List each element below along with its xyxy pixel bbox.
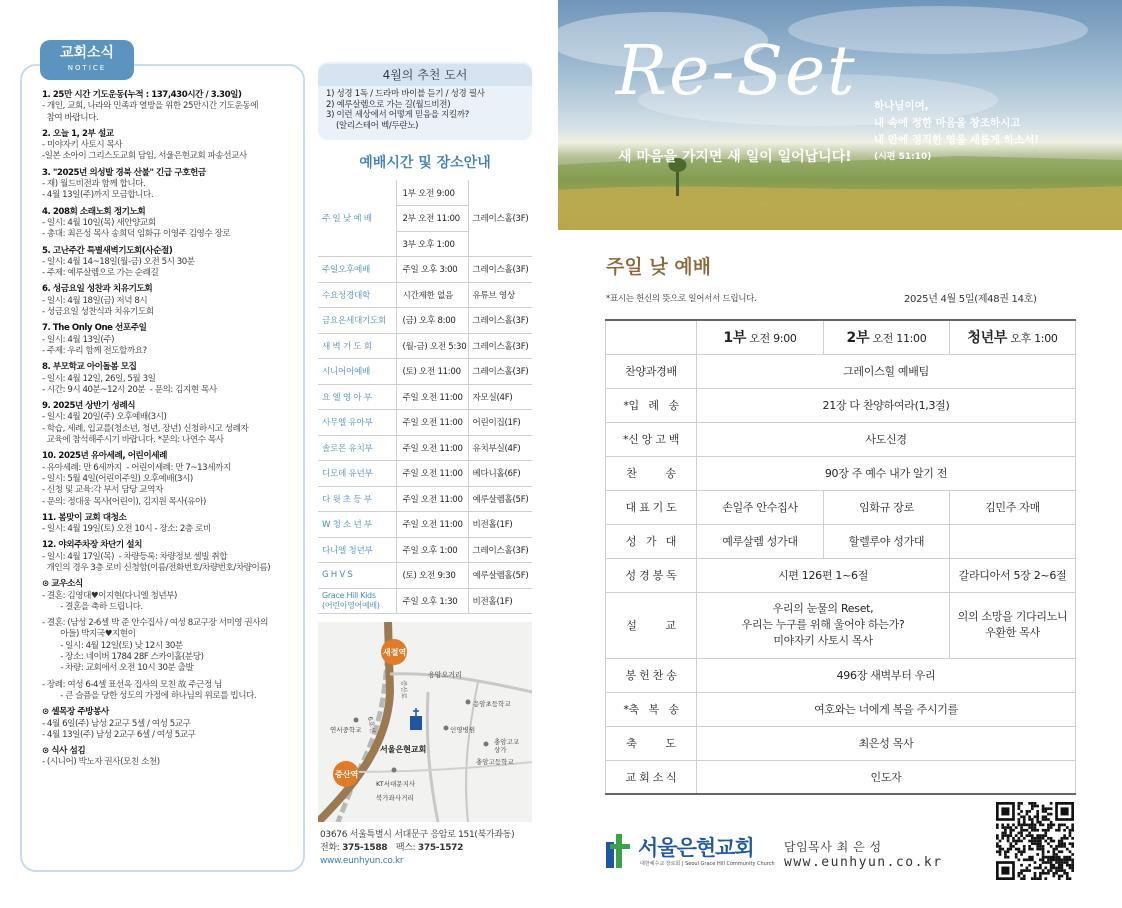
- notice-item-line: - 일시: 4월 13일(주): [42, 334, 115, 345]
- sermon-youth-line: 의의 소망을 기다리노니: [957, 610, 1068, 623]
- notice-item-line: - 일시: 4월 17일(목) - 차량등록: 차량정보 셀빌 취합: [42, 551, 228, 562]
- service-second-value: 할렐루야 성가대: [824, 524, 950, 558]
- service-row-label: 찬양과경배: [606, 354, 697, 388]
- schedule-time: (금) 오후 8:00: [396, 308, 468, 334]
- schedule-name: 주 일 낮 예 배: [318, 180, 396, 257]
- schedule-name-line: 수요성경대학: [322, 290, 371, 301]
- schedule-place: 그레이스홀(3F): [468, 537, 532, 563]
- schedule-time: 주일 오전 11:00: [396, 435, 468, 461]
- notice-item: [42, 362, 304, 396]
- verse-line: 내 안에 정직한 영을 새롭게 하소서!: [874, 134, 1040, 146]
- schedule-row: [318, 537, 532, 563]
- schedule-name-line: 다 윗 초 등 부: [322, 494, 372, 505]
- notice-item-line: 개인의 경우 3층 로비 신청함(이름/전화번호/차량번호/차량이름): [42, 562, 271, 573]
- schedule-row: [318, 257, 532, 283]
- church-logo-icon: [606, 834, 632, 868]
- service-row-value: 21장 다 찬양하여라(1,3절): [697, 388, 1076, 422]
- schedule-table: [318, 180, 532, 614]
- notice-item-title: 7. The Only One 선포주일: [42, 323, 147, 334]
- books-title: 4월의 추천 도서: [318, 64, 532, 86]
- schedule-name: [318, 435, 396, 461]
- schedule-place: 자모실(4F): [468, 384, 532, 410]
- map-label: 응암오거리: [428, 671, 462, 679]
- location-map: [318, 622, 532, 822]
- book-line: 1) 성경 1독 / 드라마 바이블 듣기 / 성경 필사: [326, 89, 485, 99]
- sermon-main: [697, 592, 950, 658]
- map-label: 새절역: [383, 648, 407, 657]
- notice-item: [42, 401, 304, 446]
- service-row-label: *신 앙 고 백: [606, 422, 697, 456]
- notice-item-title: 2. 오늘 1, 2부 설교: [42, 128, 114, 139]
- verse-line: 하나님이여,: [874, 100, 929, 112]
- service-note: *표시는 헌신의 뜻으로 일어서서 드립니다.: [606, 294, 757, 304]
- service-row: [606, 692, 1076, 726]
- schedule-name-line: 디모데 유년부: [322, 469, 373, 480]
- notice-item-line: - 4월 6일(주) 남성 2교구 5셀 / 여성 5교구: [42, 718, 191, 729]
- notice-item-title: ⊙ 식사 섬김: [42, 746, 86, 757]
- map-road-label: 6호선: [366, 715, 377, 734]
- schedule-row: [318, 588, 532, 614]
- schedule-row: [318, 512, 532, 538]
- service-title: 주일 낮 예배: [606, 256, 711, 278]
- notice-item-line: - 일시: 4월 20일(주) 오후예배(3시): [42, 412, 167, 423]
- service-row-value: 사도신경: [697, 422, 1076, 456]
- map-label: KT서대문지사: [376, 780, 416, 788]
- service-youth-value: 김민주 자매: [950, 490, 1076, 524]
- schedule-title: 예배시간 및 장소안내: [359, 155, 491, 171]
- schedule-time: (토) 오전 9:30: [396, 563, 468, 589]
- notice-tab: [40, 40, 134, 80]
- schedule-name: [318, 257, 396, 283]
- map-label: 서울은현교회: [380, 745, 427, 754]
- schedule-place: 그레이스홀(3F): [468, 333, 532, 359]
- notice-item-line: -일본 소아이 그리스도교회 담임, 서울은현교회 파송선교사: [42, 151, 247, 162]
- notice-item-line: - 유아세례: 만 6세까지 - 어린이세례: 만 7~13세까지: [42, 462, 231, 473]
- phone-label: 전화:: [320, 843, 340, 853]
- pastor-name: 담임목사 최 은 성: [784, 840, 882, 854]
- notice-item-title: ⊙ 교우소식: [42, 579, 83, 590]
- service-youth-value: [950, 524, 1076, 558]
- service-row-value: 최은성 목사: [697, 726, 1076, 760]
- schedule-time: 주일 오전 11:00: [396, 486, 468, 512]
- service-date: 2025년 4월 5일(제48권 14호): [904, 294, 1037, 305]
- notice-item-title: 10. 2025년 유아세례, 어린이세례: [42, 451, 167, 462]
- service-main-value: 시편 126편 1~6절: [697, 558, 950, 592]
- book-line: 3) 이런 세상에서 어떻게 믿음을 지킬까?: [326, 110, 470, 120]
- schedule-time: 주일 오전 11:00: [396, 512, 468, 538]
- notice-item: [42, 746, 304, 769]
- schedule-name-line: G H V S: [322, 570, 353, 581]
- service-row-label: 교 회 소 식: [606, 760, 697, 794]
- notice-item-line: - (시니어) 박노자 권사(모친 소천): [42, 757, 160, 768]
- header-second: 2부 오전 11:00: [824, 320, 950, 354]
- schedule-place: 비전홀(1F): [468, 512, 532, 538]
- banner: [558, 0, 1122, 230]
- address-line: 03676 서울특별시 서대문구 응암로 151(북가좌동): [320, 830, 515, 840]
- qr-code-icon[interactable]: [996, 802, 1074, 880]
- notice-item-title: ⊙ 셀목장 주방봉사: [42, 707, 109, 718]
- sermon-line: 우리는 누구를 위해 울어야 하는가?: [741, 618, 905, 631]
- schedule-place: 유치부실(4F): [468, 435, 532, 461]
- service-row-label: 성 가 대: [606, 524, 697, 558]
- notice-item: [42, 513, 304, 536]
- schedule-name-line: 새 벽 기 도 회: [322, 341, 372, 352]
- phone-number: 375-1588: [342, 843, 388, 853]
- schedule-row: [318, 359, 532, 385]
- schedule-place: 베다니홀(6F): [468, 461, 532, 487]
- schedule-name: [318, 461, 396, 487]
- schedule-name: [318, 333, 396, 359]
- notice-item-line: - 미야자키 사토시 목사: [42, 140, 123, 151]
- notice-item-line: - 학습, 세례, 입교를(청소년, 청년, 장년) 신청하시고 성례자: [42, 423, 249, 434]
- service-row: [606, 726, 1076, 760]
- service-row: [606, 456, 1076, 490]
- notice-item-title: 5. 고난주간 특별새벽기도회(사순절): [42, 245, 173, 256]
- schedule-place: 예루살렘홀(5F): [468, 486, 532, 512]
- schedule-name-line: Grace Hill Kids: [322, 590, 376, 600]
- schedule-place: 그레이스홀(3F): [468, 257, 532, 283]
- notice-item: [42, 579, 304, 702]
- schedule-row: [318, 435, 532, 461]
- books-list: [326, 89, 531, 131]
- contact-line: [320, 842, 534, 855]
- fax-number: 375-1572: [417, 843, 464, 853]
- notice-item-title: 11. 봄맞이 교회 대청소: [42, 512, 127, 523]
- map-label: 인영병원: [450, 726, 476, 734]
- sermon-youth-line: 우환한 목사: [985, 626, 1040, 639]
- schedule-name-line: 요 엘 영 아 부: [322, 392, 372, 403]
- schedule-time: 1부 오전 9:00: [396, 180, 468, 206]
- schedule-name: [318, 308, 396, 334]
- schedule-time: 시간제한 없음: [396, 282, 468, 308]
- church-marker: [410, 716, 422, 730]
- service-row-value: 여호와는 너에게 복을 주시기를: [697, 692, 1076, 726]
- service-first-value: 손일주 안수집사: [697, 490, 824, 524]
- service-row-label: 찬 송: [606, 456, 697, 490]
- service-row: [606, 388, 1076, 422]
- schedule-name: [318, 410, 396, 436]
- schedule-name-line: 다니엘 청년부: [322, 545, 373, 556]
- service-row-label: 봉 헌 찬 송: [606, 658, 697, 692]
- sermon-line: 우리의 눈물의 Reset,: [772, 602, 874, 615]
- notice-item-line: - 성금요일 성찬식과 치유기도회: [42, 307, 154, 318]
- notice-item-line: - 일시: 4월 19일(토) 오전 10시 - 장소: 2층 로비: [42, 524, 211, 535]
- notice-item-line: - 개인, 교회, 나라와 민족과 열방을 위한 25만시간 기도운동에: [42, 101, 259, 112]
- map-label: 북가좌사거리: [376, 794, 414, 802]
- notice-item: [42, 168, 304, 202]
- notice-item-line: - 신청 및 교육:각 부서 담당 교역자: [42, 485, 163, 496]
- notice-list: [42, 90, 304, 774]
- notice-title: 교회소식: [59, 45, 115, 61]
- service-row-value: 496장 새벽부터 우리: [697, 658, 1076, 692]
- address-block: [320, 829, 534, 868]
- service-row: [606, 592, 1076, 658]
- notice-item-line: - 일시: 4월 14~18일(월-금) 오전 5시 30분: [42, 256, 195, 267]
- church-website[interactable]: www.eunhyun.co.kr: [784, 855, 943, 870]
- notice-item: [42, 323, 304, 357]
- schedule-time: (월-금) 오전 5:30: [396, 333, 468, 359]
- service-row: [606, 558, 1076, 592]
- notice-item-line: - 큰 슬픔을 당한 성도의 가정에 하나님의 위로를 빕니다.: [42, 690, 257, 701]
- service-row-label: 대 표 기 도: [606, 490, 697, 524]
- map-drawing: [318, 622, 532, 822]
- schedule-time: 2부 오전 11:00: [396, 206, 468, 232]
- notice-item-line: - 장례: 여성 6-4셀 표선옥 집사의 모친 故 주근정 님: [42, 679, 222, 690]
- notice-item-line: 아들) 박지국♥지현이: [42, 629, 136, 640]
- map-label: 충암고교: [494, 738, 520, 746]
- notice-item-title: 12. 야외주차장 차단기 설치: [42, 540, 143, 551]
- notice-item-line: - 일시: 5월 4일(어린이주일) 오후예배(3시): [42, 473, 193, 484]
- service-youth-value: 갈라디아서 5장 2~6절: [950, 558, 1076, 592]
- schedule-name: [318, 384, 396, 410]
- notice-item-line: - 재) 월드비전과 함께 합니다.: [42, 179, 146, 190]
- service-row-value: 그레이스힐 예배팀: [697, 354, 1076, 388]
- schedule-row: [318, 486, 532, 512]
- service-second-value: 임화규 장로: [824, 490, 950, 524]
- map-label: 연서중학교: [330, 726, 362, 734]
- notice-item: [42, 707, 304, 741]
- schedule-row: [318, 410, 532, 436]
- schedule-name: [318, 282, 396, 308]
- schedule-place: 예루살렘홀(5F): [468, 563, 532, 589]
- service-row-label: 축 도: [606, 726, 697, 760]
- notice-item-line: 참여 바랍니다.: [42, 112, 99, 123]
- notice-item-title: 8. 부모학교 아이돌봄 모집: [42, 362, 137, 373]
- schedule-name-line: 시니어어예배: [322, 367, 371, 378]
- schedule-time: 주일 오후 1:00: [396, 537, 468, 563]
- notice-item-line: - 주제: 예루살렘으로 가는 순례길: [42, 268, 159, 279]
- map-label: 충암고등학교: [476, 758, 514, 766]
- notice-subtitle: NOTICE: [67, 64, 107, 72]
- schedule-name-line: W 청 소 년 부: [322, 520, 372, 531]
- service-row-label: 성 경 봉 독: [606, 558, 697, 592]
- banner-verse: [874, 98, 1039, 166]
- header-blank: [606, 320, 697, 354]
- schedule-row: [318, 308, 532, 334]
- notice-item: [42, 207, 304, 241]
- banner-title: Re-Set: [616, 32, 857, 111]
- schedule-row: [318, 384, 532, 410]
- schedule-row: [318, 461, 532, 487]
- schedule-time: (토) 오전 11:00: [396, 359, 468, 385]
- notice-item-line: - 일시: 4월 12일(토) 낮 12시 30분: [42, 640, 183, 651]
- service-row: [606, 354, 1076, 388]
- schedule-place: 비전홀(1F): [468, 588, 532, 614]
- schedule-time: 주일 오후 3:00: [396, 257, 468, 283]
- notice-item-line: - 결혼: (남성 2-6셀 박 준 안수집사 / 여성 8교구장 서미영 권사의: [42, 618, 268, 629]
- notice-item-line: - 결혼을 축하 드립니다.: [42, 601, 143, 612]
- notice-item-line: - 총대: 최은성 목사 송희덕 임화규 이영주 김영수 장로: [42, 229, 231, 240]
- schedule-row: [318, 333, 532, 359]
- header-youth: 청년부 오후 1:00: [950, 320, 1076, 354]
- service-row-label: *입 례 송: [606, 388, 697, 422]
- schedule-place: 그레이스홀(3F): [468, 359, 532, 385]
- notice-item-title: 3. "2025년 의성발 경북 산불" 긴급 구호헌금: [42, 167, 206, 178]
- fax-label: 팩스:: [395, 843, 416, 853]
- schedule-row: [318, 180, 532, 206]
- schedule-name: [318, 486, 396, 512]
- notice-item-title: 4. 208회 소래노회 정기노회: [42, 206, 146, 217]
- address-website[interactable]: www.eunhyun.co.kr: [320, 856, 404, 866]
- schedule-name-line: 금요온세대기도회: [322, 316, 387, 327]
- map-label: 증산역: [335, 770, 359, 779]
- header-first: 1부 오전 9:00: [697, 320, 824, 354]
- service-row: [606, 524, 1076, 558]
- notice-item-line: - 4월 13일(주)까지 모금합니다.: [42, 190, 154, 201]
- schedule-place: 유튜브 영상: [468, 282, 532, 308]
- notice-item-line: - 결혼: 김영대♥이지현(다니엘 청년부): [42, 590, 177, 601]
- service-row: [606, 490, 1076, 524]
- service-row-value: 90장 주 예수 내가 알기 전: [697, 456, 1076, 490]
- notice-item-line: - 일시: 4월 10일(목) 새안양교회: [42, 217, 156, 228]
- notice-item-line: - 4월 13일(주) 남성 2교구 6셀 / 여성 5교구: [42, 729, 196, 740]
- schedule-name: [318, 537, 396, 563]
- schedule-name-line: 솔로몬 유치부: [322, 443, 373, 454]
- schedule-place: 그레이스홀(3F): [468, 308, 532, 334]
- schedule-place: 어린이집(1F): [468, 410, 532, 436]
- book-line: (알리스테어 벡/두란노): [336, 120, 419, 131]
- schedule-name-line: 주일오후예배: [322, 265, 371, 276]
- schedule-time: 주일 오후 1:30: [396, 588, 468, 614]
- service-row-label: *축 복 송: [606, 692, 697, 726]
- schedule-name: [318, 563, 396, 589]
- service-first-value: 예루살렘 성가대: [697, 524, 824, 558]
- notice-item-title: 1. 25만 시간 기도운동(누적 : 137,430시간 / 3.30일): [42, 90, 242, 100]
- map-label: 응암초등학교: [473, 700, 511, 708]
- church-name: 서울은현교회: [638, 836, 754, 860]
- schedule-name: [318, 588, 396, 614]
- map-label: 상가: [494, 746, 507, 754]
- service-row: [606, 422, 1076, 456]
- service-row-value: 인도자: [697, 760, 1076, 794]
- banner-subtitle: 새 마음을 가지면 새 일이 일어납니다!: [618, 149, 852, 165]
- notice-item: [42, 284, 304, 318]
- service-order-table: [605, 319, 1076, 795]
- church-subname: 대한예수교 장로회 | Seoul Grace Hill Community Church: [640, 861, 775, 867]
- notice-item: [42, 90, 304, 124]
- map-road-label: 증산로: [400, 680, 408, 699]
- notice-item-line: - 주제: 우리 함께 전도할까요?: [42, 345, 147, 356]
- schedule-name-line: 사무엘 유아부: [322, 418, 373, 429]
- book-line: 2) 예루살렘으로 가는 길(월드비전): [326, 99, 451, 110]
- schedule-time: 3부 오후 1:00: [396, 231, 468, 257]
- notice-item: [42, 246, 304, 280]
- schedule-row: [318, 563, 532, 589]
- service-row-label: 설 교: [606, 592, 697, 658]
- notice-item: [42, 540, 304, 574]
- schedule-name: [318, 359, 396, 385]
- notice-item: [42, 129, 304, 163]
- schedule-place: 그레이스홀(3F): [468, 180, 532, 257]
- notice-item-title: 9. 2025년 상반기 성례식: [42, 401, 136, 412]
- service-header-row: [606, 320, 1076, 354]
- notice-item-line: - 일시: 4월 18일(금) 저녁 8시: [42, 295, 148, 306]
- notice-item-line: - 일시: 4월 12일, 26일, 5월 3일: [42, 373, 156, 384]
- service-row: [606, 658, 1076, 692]
- notice-item-title: 6. 성금요일 성찬과 치유기도회: [42, 284, 153, 295]
- notice-item-line: - 문의: 정대웅 목사(어린이), 김지원 목사(유아): [42, 496, 206, 507]
- verse-reference: (시편 51:10): [874, 152, 932, 162]
- notice-item-line: - 차량: 교회에서 오전 10시 30분 출발: [42, 663, 194, 674]
- schedule-time: 주일 오전 11:00: [396, 461, 468, 487]
- schedule-time: 주일 오전 11:00: [396, 384, 468, 410]
- sermon-youth: [950, 592, 1076, 658]
- notice-item-line: 교육에 참석해주시기 바랍니다. *문의: 나연수 목사: [42, 435, 224, 446]
- schedule-name-line: (어린이영어예배): [322, 600, 380, 610]
- notice-item: [42, 451, 304, 507]
- notice-item-line: - 시간: 9시 40분~12시 20분 - 문의: 김지현 목사: [42, 384, 217, 395]
- verse-line: 내 속에 정한 마음을 창조하시고: [874, 117, 1021, 129]
- service-row: [606, 760, 1076, 794]
- schedule-name: [318, 512, 396, 538]
- notice-item-line: - 장소: 네이버 1784 28F 스카이홀(분당): [42, 652, 204, 663]
- sermon-line: 미야자키 사토시 목사: [773, 634, 873, 647]
- schedule-row: [318, 282, 532, 308]
- schedule-time: 주일 오전 11:00: [396, 410, 468, 436]
